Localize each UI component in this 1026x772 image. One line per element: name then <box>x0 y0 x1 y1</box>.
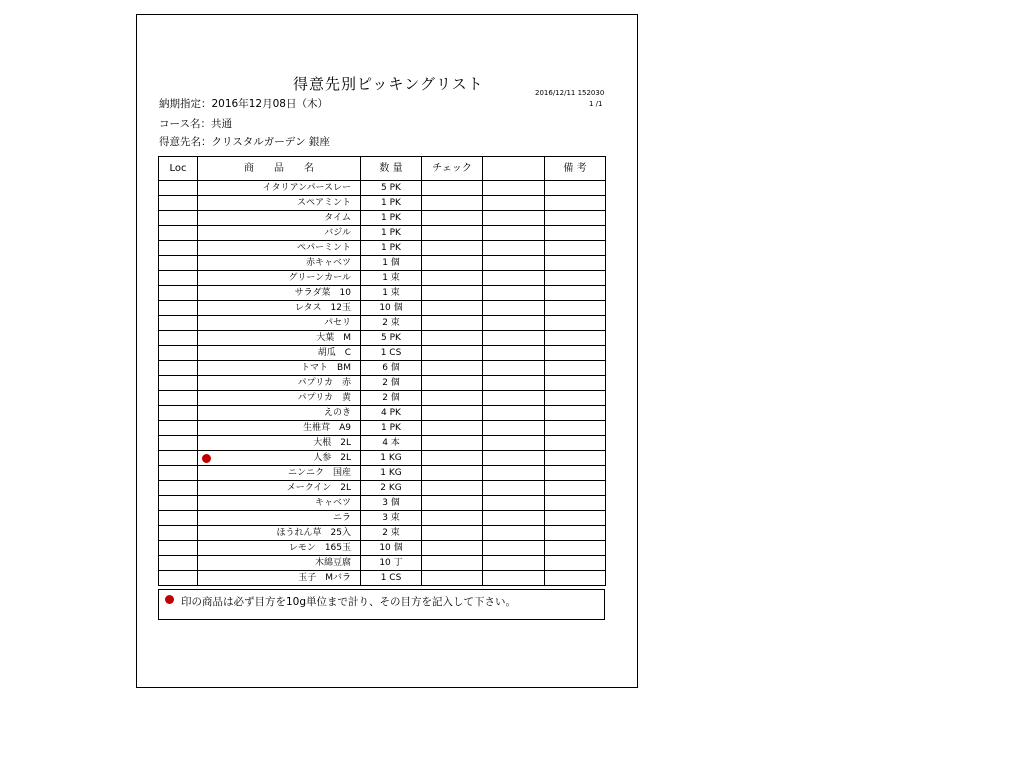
remarks-cell <box>545 511 606 526</box>
quantity-cell: 2 束 <box>361 316 422 331</box>
table-row <box>159 391 606 406</box>
product-name: えのき <box>323 408 351 418</box>
product-name-cell <box>198 316 361 331</box>
loc-cell <box>159 451 198 466</box>
product-name: トマト BM <box>301 363 351 373</box>
blank-cell <box>483 181 545 196</box>
product-name-cell <box>198 571 361 586</box>
header-loc: Loc <box>159 157 198 181</box>
table-row <box>159 406 606 421</box>
product-name: 生椎茸 A9 <box>303 423 351 433</box>
table-row <box>159 256 606 271</box>
product-name: レタス 12玉 <box>294 303 351 313</box>
blank-cell <box>483 241 545 256</box>
product-name-cell <box>198 511 361 526</box>
check-cell <box>422 211 483 226</box>
blank-cell <box>483 496 545 511</box>
product-name: ペパーミント <box>296 243 351 253</box>
check-cell <box>422 196 483 211</box>
remarks-cell <box>545 541 606 556</box>
blank-cell <box>483 556 545 571</box>
product-name-cell <box>198 406 361 421</box>
check-cell <box>422 421 483 436</box>
quantity-cell: 1 個 <box>361 256 422 271</box>
product-name-cell <box>198 301 361 316</box>
quantity-cell: 1 束 <box>361 286 422 301</box>
blank-cell <box>483 406 545 421</box>
product-name: バジル <box>324 228 351 238</box>
loc-cell <box>159 331 198 346</box>
remarks-cell <box>545 346 606 361</box>
product-name-cell <box>198 271 361 286</box>
remarks-cell <box>545 436 606 451</box>
loc-cell <box>159 436 198 451</box>
quantity-cell: 1 PK <box>361 196 422 211</box>
check-cell <box>422 376 483 391</box>
table-row <box>159 421 606 436</box>
quantity-cell: 1 KG <box>361 466 422 481</box>
quantity-cell: 2 KG <box>361 481 422 496</box>
blank-cell <box>483 571 545 586</box>
product-name-cell <box>198 391 361 406</box>
product-name: スペアミント <box>296 198 351 208</box>
quantity-cell: 4 本 <box>361 436 422 451</box>
picking-list-page <box>136 14 638 688</box>
quantity-cell: 10 丁 <box>361 556 422 571</box>
customer-name: 得意先名：クリスタルガーデン 銀座 <box>159 136 330 148</box>
quantity-cell: 2 個 <box>361 391 422 406</box>
weigh-mark-icon <box>202 454 211 463</box>
table-row <box>159 376 606 391</box>
remarks-cell <box>545 376 606 391</box>
check-cell <box>422 571 483 586</box>
loc-cell <box>159 571 198 586</box>
loc-cell <box>159 481 198 496</box>
product-name: サラダ菜 10 <box>294 288 351 298</box>
header-check: チェック <box>422 157 483 181</box>
check-cell <box>422 301 483 316</box>
product-name-cell <box>198 241 361 256</box>
footer-note-text: 印の商品は必ず目方を10g単位まで計り、その目方を記入して下さい。 <box>181 596 517 608</box>
check-cell <box>422 451 483 466</box>
check-cell <box>422 466 483 481</box>
blank-cell <box>483 436 545 451</box>
quantity-cell: 3 個 <box>361 496 422 511</box>
product-name-cell <box>198 421 361 436</box>
blank-cell <box>483 196 545 211</box>
table-row <box>159 361 606 376</box>
quantity-cell: 1 束 <box>361 271 422 286</box>
quantity-cell: 1 CS <box>361 346 422 361</box>
course-name: コース名：共通 <box>159 118 232 130</box>
quantity-cell: 10 個 <box>361 541 422 556</box>
product-name-cell <box>198 556 361 571</box>
product-name: ニンニク 国産 <box>287 468 351 478</box>
table-row <box>159 286 606 301</box>
remarks-cell <box>545 211 606 226</box>
check-cell <box>422 226 483 241</box>
loc-cell <box>159 421 198 436</box>
product-name-cell <box>198 481 361 496</box>
table-header-row <box>159 157 606 181</box>
product-name-cell <box>198 181 361 196</box>
remarks-cell <box>545 331 606 346</box>
blank-cell <box>483 391 545 406</box>
loc-cell <box>159 391 198 406</box>
check-cell <box>422 256 483 271</box>
product-name-cell <box>198 361 361 376</box>
table-row <box>159 271 606 286</box>
blank-cell <box>483 526 545 541</box>
loc-cell <box>159 346 198 361</box>
check-cell <box>422 406 483 421</box>
page-number: 1 /1 <box>589 100 603 108</box>
product-name: 胡瓜 C <box>317 348 351 358</box>
blank-cell <box>483 511 545 526</box>
check-cell <box>422 286 483 301</box>
quantity-cell: 1 CS <box>361 571 422 586</box>
check-cell <box>422 331 483 346</box>
product-name-cell <box>198 376 361 391</box>
quantity-cell: 5 PK <box>361 181 422 196</box>
blank-cell <box>483 421 545 436</box>
table-row <box>159 571 606 586</box>
table-row <box>159 346 606 361</box>
check-cell <box>422 241 483 256</box>
check-cell <box>422 526 483 541</box>
table-row <box>159 526 606 541</box>
table-row <box>159 556 606 571</box>
loc-cell <box>159 466 198 481</box>
remarks-cell <box>545 391 606 406</box>
footer-note-box <box>158 589 605 620</box>
product-name-cell <box>198 331 361 346</box>
remarks-cell <box>545 466 606 481</box>
product-name-cell <box>198 436 361 451</box>
product-name-cell <box>198 496 361 511</box>
table-body <box>159 181 606 586</box>
loc-cell <box>159 406 198 421</box>
loc-cell <box>159 361 198 376</box>
product-name: 木綿豆腐 <box>314 558 351 568</box>
product-name: ニラ <box>332 513 351 523</box>
table-row <box>159 181 606 196</box>
product-name: メークイン 2L <box>286 483 351 493</box>
check-cell <box>422 391 483 406</box>
remarks-cell <box>545 196 606 211</box>
blank-cell <box>483 301 545 316</box>
blank-cell <box>483 271 545 286</box>
table-row <box>159 226 606 241</box>
check-cell <box>422 181 483 196</box>
remarks-cell <box>545 271 606 286</box>
table-row <box>159 496 606 511</box>
weigh-mark-icon <box>165 595 174 604</box>
remarks-cell <box>545 406 606 421</box>
check-cell <box>422 271 483 286</box>
remarks-cell <box>545 556 606 571</box>
quantity-cell: 2 個 <box>361 376 422 391</box>
blank-cell <box>483 376 545 391</box>
product-name-cell <box>198 466 361 481</box>
product-name: 玉子 Mバラ <box>298 573 351 583</box>
header-blank <box>483 157 545 181</box>
check-cell <box>422 316 483 331</box>
check-cell <box>422 346 483 361</box>
loc-cell <box>159 271 198 286</box>
product-name: 大根 2L <box>313 438 351 448</box>
loc-cell <box>159 256 198 271</box>
header-remarks: 備 考 <box>545 157 606 181</box>
quantity-cell: 10 個 <box>361 301 422 316</box>
blank-cell <box>483 316 545 331</box>
blank-cell <box>483 226 545 241</box>
product-name-cell <box>198 346 361 361</box>
table-row <box>159 541 606 556</box>
loc-cell <box>159 181 198 196</box>
product-name: 人参 2L <box>313 453 351 463</box>
table-row <box>159 451 606 466</box>
blank-cell <box>483 541 545 556</box>
table-row <box>159 481 606 496</box>
product-name: イタリアンパースレー <box>262 183 351 193</box>
product-name: 赤キャベツ <box>305 258 351 268</box>
header-product: 商 品 名 <box>198 157 361 181</box>
loc-cell <box>159 541 198 556</box>
remarks-cell <box>545 421 606 436</box>
loc-cell <box>159 241 198 256</box>
blank-cell <box>483 346 545 361</box>
blank-cell <box>483 211 545 226</box>
remarks-cell <box>545 451 606 466</box>
print-timestamp: 2016/12/11 152030 <box>535 89 605 97</box>
quantity-cell: 1 KG <box>361 451 422 466</box>
blank-cell <box>483 286 545 301</box>
product-name: パプリカ 黄 <box>297 393 351 403</box>
product-name-cell <box>198 451 361 466</box>
blank-cell <box>483 466 545 481</box>
blank-cell <box>483 451 545 466</box>
document-title: 得意先別ピッキングリスト <box>293 75 484 93</box>
product-name: キャベツ <box>314 498 351 508</box>
blank-cell <box>483 331 545 346</box>
blank-cell <box>483 481 545 496</box>
product-name-cell <box>198 196 361 211</box>
blank-cell <box>483 361 545 376</box>
remarks-cell <box>545 361 606 376</box>
product-name-cell <box>198 286 361 301</box>
remarks-cell <box>545 286 606 301</box>
check-cell <box>422 541 483 556</box>
quantity-cell: 5 PK <box>361 331 422 346</box>
loc-cell <box>159 226 198 241</box>
loc-cell <box>159 496 198 511</box>
loc-cell <box>159 196 198 211</box>
table-row <box>159 436 606 451</box>
quantity-cell: 1 PK <box>361 211 422 226</box>
product-name-cell <box>198 211 361 226</box>
product-name-cell <box>198 256 361 271</box>
remarks-cell <box>545 316 606 331</box>
remarks-cell <box>545 481 606 496</box>
remarks-cell <box>545 496 606 511</box>
product-name-cell <box>198 526 361 541</box>
check-cell <box>422 436 483 451</box>
loc-cell <box>159 286 198 301</box>
picking-table <box>158 156 606 586</box>
table-row <box>159 301 606 316</box>
remarks-cell <box>545 181 606 196</box>
blank-cell <box>483 256 545 271</box>
remarks-cell <box>545 301 606 316</box>
remarks-cell <box>545 526 606 541</box>
product-name: 大葉 M <box>316 333 351 343</box>
table-row <box>159 511 606 526</box>
quantity-cell: 1 PK <box>361 421 422 436</box>
loc-cell <box>159 301 198 316</box>
loc-cell <box>159 376 198 391</box>
table-row <box>159 331 606 346</box>
product-name-cell <box>198 226 361 241</box>
remarks-cell <box>545 571 606 586</box>
table-row <box>159 241 606 256</box>
loc-cell <box>159 316 198 331</box>
product-name: パセリ <box>323 318 351 328</box>
table-row <box>159 466 606 481</box>
quantity-cell: 1 PK <box>361 226 422 241</box>
header-quantity: 数 量 <box>361 157 422 181</box>
check-cell <box>422 496 483 511</box>
check-cell <box>422 511 483 526</box>
remarks-cell <box>545 241 606 256</box>
quantity-cell: 3 束 <box>361 511 422 526</box>
table-row <box>159 316 606 331</box>
quantity-cell: 2 束 <box>361 526 422 541</box>
quantity-cell: 1 PK <box>361 241 422 256</box>
check-cell <box>422 361 483 376</box>
loc-cell <box>159 211 198 226</box>
product-name: タイム <box>324 213 351 223</box>
table-row <box>159 211 606 226</box>
delivery-date: 納期指定：2016年12月08日（木） <box>159 98 328 110</box>
check-cell <box>422 556 483 571</box>
product-name: パプリカ 赤 <box>297 378 351 388</box>
check-cell <box>422 481 483 496</box>
product-name-cell <box>198 541 361 556</box>
product-name: ほうれん草 25入 <box>276 528 351 538</box>
quantity-cell: 6 個 <box>361 361 422 376</box>
loc-cell <box>159 556 198 571</box>
loc-cell <box>159 526 198 541</box>
product-name: レモン 165玉 <box>288 543 351 553</box>
loc-cell <box>159 511 198 526</box>
remarks-cell <box>545 256 606 271</box>
remarks-cell <box>545 226 606 241</box>
table-row <box>159 196 606 211</box>
product-name: グリーンカール <box>288 273 351 283</box>
quantity-cell: 4 PK <box>361 406 422 421</box>
